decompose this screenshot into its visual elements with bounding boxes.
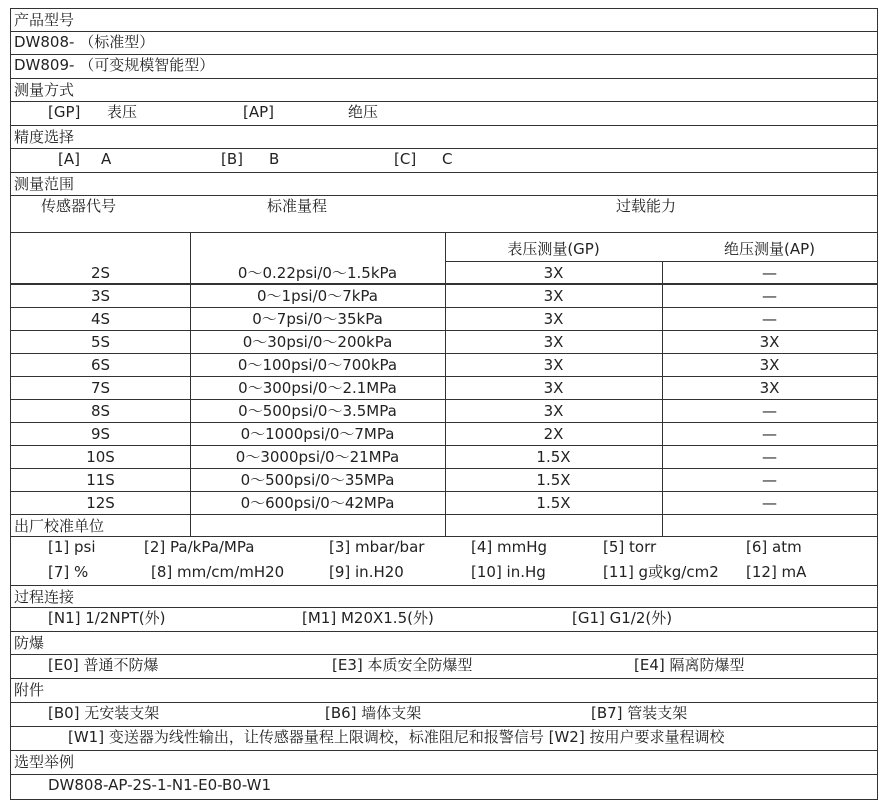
sensor-code-cell: 12S (86, 494, 115, 512)
unit-divider-2 (445, 515, 446, 537)
model-dw809-row (11, 55, 877, 79)
range-row (11, 423, 877, 446)
process-title-row (11, 586, 877, 608)
range-row (11, 400, 877, 423)
standard-range-cell: 0～3000psi/0～21MPa (235, 448, 400, 466)
sensor-code-cell: 2S (90, 264, 111, 282)
mode-title-row (11, 79, 877, 102)
accessory-b0: [B0] 无安装支架 (48, 704, 160, 722)
unit-divider-3 (662, 515, 663, 537)
standard-range-cell: 0～100psi/0～700kPa (237, 356, 398, 374)
range-rows (11, 262, 877, 515)
standard-range-cell: 0～30psi/0～200kPa (242, 333, 393, 351)
standard-range-cell: 0～0.22psi/0～1.5kPa (237, 264, 398, 282)
gp-overload-cell: 1.5X (536, 494, 571, 512)
ap-overload-cell: — (762, 310, 777, 328)
explosion-e3: [E3] 本质安全防爆型 (332, 656, 473, 674)
process-m1: [M1] M20X1.5(外) (302, 609, 434, 627)
accuracy-title-row (11, 126, 877, 149)
gp-overload-cell: 2X (543, 425, 564, 443)
ap-overload-cell: — (762, 287, 777, 305)
accuracy-b-code: [B] (221, 150, 243, 168)
unit-psi: [1] psi (48, 538, 96, 556)
model-title-row (11, 9, 877, 32)
standard-range-cell: 0～1psi/0～7kPa (257, 287, 378, 305)
unit-inhg: [10] in.Hg (471, 563, 546, 581)
line-overload-top (445, 232, 877, 233)
accuracy-a-code: [A] (58, 150, 80, 168)
mode-options-row (11, 102, 877, 126)
mode-ap-code: [AP] (243, 103, 275, 121)
accessory-options-row (11, 703, 877, 727)
unit-title-row (11, 515, 877, 537)
accuracy-options-row (11, 149, 877, 173)
unit-pa: [2] Pa/kPa/MPa (144, 538, 255, 556)
example-value-row (11, 775, 877, 799)
sensor-code-cell: 4S (90, 310, 111, 328)
gp-overload-cell: 3X (543, 310, 564, 328)
range-row (11, 446, 877, 469)
range-row (11, 492, 877, 515)
range-row (11, 285, 877, 308)
standard-range-cell: 0～600psi/0～42MPa (240, 494, 395, 512)
unit-torr: [5] torr (603, 538, 657, 556)
mode-gp-label: 表压 (107, 103, 138, 121)
standard-range-cell: 0～500psi/0～3.5MPa (238, 402, 397, 420)
standard-range-cell: 0～500psi/0～35MPa (240, 471, 395, 489)
explosion-title: 防爆 (14, 634, 45, 652)
ap-overload-cell: 3X (759, 356, 780, 374)
range-table (11, 219, 877, 515)
unit-percent: [7] % (48, 563, 89, 581)
unit-row-1 (11, 537, 877, 561)
ap-overload-cell: — (762, 471, 777, 489)
gp-overload-cell: 3X (543, 264, 564, 282)
range-row (11, 354, 877, 377)
sensor-code-cell: 9S (90, 425, 111, 443)
col-standard-range: 标准量程 (267, 197, 328, 215)
standard-range-cell: 0～300psi/0～2.1MPa (238, 379, 397, 397)
sensor-code-cell: 11S (86, 471, 115, 489)
col-sensor-code: 传感器代号 (41, 197, 117, 215)
ap-overload-cell: 3X (759, 379, 780, 397)
standard-range-cell: 0～1000psi/0～7MPa (240, 425, 395, 443)
accessory-title-row (11, 679, 877, 703)
unit-mm: [8] mm/cm/mH20 (151, 563, 285, 581)
range-row (11, 469, 877, 492)
unit-atm: [6] atm (746, 538, 802, 556)
col-ap: 绝压测量(AP) (723, 240, 815, 258)
sensor-code-cell: 7S (90, 379, 111, 397)
col-gp: 表压测量(GP) (507, 240, 600, 258)
explosion-e4: [E4] 隔离防爆型 (634, 656, 745, 674)
accuracy-a-label: A (101, 150, 112, 168)
explosion-e0: [E0] 普通不防爆 (48, 656, 159, 674)
range-title: 测量范围 (14, 175, 75, 193)
explosion-title-row (11, 632, 877, 655)
unit-kgcm2: [11] g或kg/cm2 (603, 563, 719, 581)
gp-overload-cell: 3X (543, 287, 564, 305)
accessory-w-line: [W1] 变送器为线性输出，让传感器量程上限调校，标准阻尼和报警信号 [W2] 按用户要求量程调校 (68, 728, 725, 746)
range-title-row (11, 173, 877, 196)
ap-overload-cell: — (762, 425, 777, 443)
accuracy-c-label: C (442, 150, 453, 168)
accessory-title: 附件 (14, 681, 45, 699)
ap-overload-cell: — (762, 402, 777, 420)
model-dw808: DW808- （标准型） (14, 33, 155, 51)
unit-ma: [12] mA (746, 563, 807, 581)
ap-overload-cell: 3X (759, 333, 780, 351)
gp-overload-cell: 3X (543, 402, 564, 420)
range-header-row (11, 196, 877, 219)
process-n1: [N1] 1/2NPT(外) (48, 609, 166, 627)
accuracy-b-label: B (269, 150, 280, 168)
sensor-code-cell: 8S (90, 402, 111, 420)
gp-overload-cell: 3X (543, 333, 564, 351)
model-dw808-row (11, 32, 877, 55)
model-dw809: DW809- （可变规模智能型） (14, 56, 215, 74)
unit-row-2 (11, 561, 877, 586)
example-title: 选型举例 (14, 753, 75, 771)
mode-title: 测量方式 (14, 81, 75, 99)
selection-table (10, 8, 878, 800)
accessory-b7: [B7] 管装支架 (591, 704, 688, 722)
sensor-code-cell: 6S (90, 356, 111, 374)
gp-overload-cell: 1.5X (536, 448, 571, 466)
range-row (11, 262, 877, 285)
mode-ap-label: 绝压 (348, 103, 379, 121)
process-g1: [G1] G1/2(外) (572, 609, 673, 627)
accuracy-c-code: [C] (394, 150, 417, 168)
process-options-row (11, 608, 877, 632)
explosion-options-row (11, 655, 877, 679)
ap-overload-cell: — (762, 264, 777, 282)
mode-gp-code: [GP] (48, 103, 81, 121)
col-overload: 过载能力 (616, 197, 677, 215)
sensor-code-cell: 3S (90, 287, 111, 305)
accessory-b6: [B6] 墙体支架 (325, 704, 422, 722)
range-row (11, 377, 877, 400)
unit-mbar: [3] mbar/bar (329, 538, 425, 556)
unit-title: 出厂校准单位 (14, 517, 105, 535)
standard-range-cell: 0～7psi/0～35kPa (252, 310, 383, 328)
example-title-row (11, 751, 877, 775)
unit-mmhg: [4] mmHg (471, 538, 548, 556)
gp-overload-cell: 3X (543, 379, 564, 397)
range-row (11, 331, 877, 354)
model-title: 产品型号 (14, 11, 75, 29)
example-value: DW808-AP-2S-1-N1-E0-B0-W1 (48, 776, 272, 794)
unit-divider-1 (190, 515, 191, 537)
accessory-w-row (11, 727, 877, 751)
line-code-top (11, 232, 190, 233)
unit-inh2o: [9] in.H20 (329, 563, 404, 581)
gp-overload-cell: 3X (543, 356, 564, 374)
accuracy-title: 精度选择 (14, 128, 75, 146)
ap-overload-cell: — (762, 448, 777, 466)
process-title: 过程连接 (14, 588, 75, 606)
gp-overload-cell: 1.5X (536, 471, 571, 489)
sensor-code-cell: 5S (90, 333, 111, 351)
line-range-top (190, 232, 445, 233)
range-row (11, 308, 877, 331)
sensor-code-cell: 10S (86, 448, 115, 466)
ap-overload-cell: — (762, 494, 777, 512)
